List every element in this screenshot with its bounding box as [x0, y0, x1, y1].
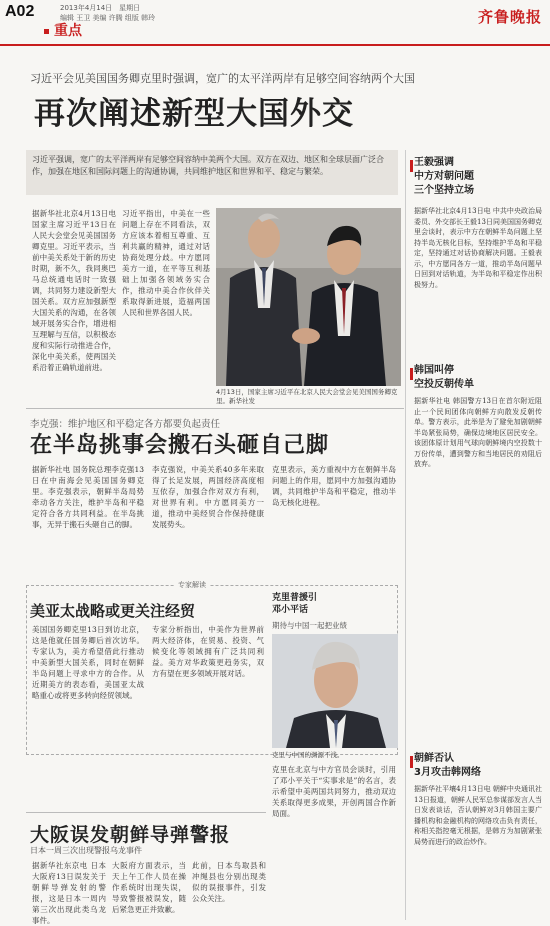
- story4-headline: 大阪误发朝鲜导弹警报: [30, 824, 231, 846]
- story4-column-3: 此前，日本鸟取县和冲绳县也分别出现类似的误报事件，引发公众关注。: [192, 861, 266, 903]
- header-rule: [0, 44, 550, 46]
- section-dot-icon: [44, 29, 49, 34]
- lead-photo: [216, 208, 401, 386]
- kerry-portrait-image: [272, 634, 398, 748]
- kerry-photo-caption: 克里与中国的渊源不浅。: [272, 751, 344, 759]
- page-header: [0, 0, 550, 44]
- lead-column-1: 据新华社北京4月13日电 国家主席习近平13日在人民大会堂会见美国国务卿克里。习近平表示，当前中美关系处于新的历史时期，新不久，我同奥巴马总统通电话时一致强调，共同努力建设新型大国关系。双方应加强新型大国关系的沟通，在各领域开展务实合作，增进相互理解与互信，以积极态度和实际行动推进合作，深化中美关系，使两国关系沿着正确轨道前进。: [32, 209, 116, 372]
- story2-column-3: 克里表示，美方重视中方在朝鲜半岛问题上的作用，愿同中方加强沟通协调，共同维护半岛和平稳定，推动半岛无核化进程。: [272, 465, 396, 507]
- sidebar-divider: [405, 150, 406, 920]
- lead-summary: 习近平强调，宽广的太平洋两岸有足够空间容纳中美两个大国。双方在双边、地区和全球层面广泛合作，加强在地区和国际问题上的沟通协调，共同维护地区和世界和平、稳定与繁荣。: [26, 150, 398, 195]
- commentary-column-2: 专家分析指出，中美作为世界前两大经济体，在贸易、投资、气候变化等领域拥有广泛共同利益。美方对华政策更趋务实，双方有望在更多领域开展对话。: [152, 625, 264, 678]
- section-text: 重点: [54, 23, 82, 39]
- kerry-photo: [272, 634, 398, 748]
- story2-headline: 在半岛挑事会搬石头砸自己脚: [30, 433, 330, 458]
- masthead-logo: 齐鲁晚报: [477, 8, 542, 26]
- story4-column-2: 大阪府方面表示，当天上午工作人员在操作系统时出现失误，导致警报被误发，随后紧急更正并致歉。: [112, 861, 186, 914]
- sidebar-accent: [410, 368, 413, 380]
- sidebar-item2-text: 据新华社电 韩国警方13日在首尔附近阻止一个民间团体向朝鲜方向散发反朝传单。警方表示，此举是为了避免加剧朝鲜半岛紧张局势，确保边境地区居民安全。该团体原计划用气球向朝鲜境内空投数十万份传单，遭到警方和当地居民的劝阻后放弃。: [414, 397, 542, 468]
- lead-column-2: 习近平指出，中美在一些问题上存在不同看法，双方应该本着相互尊重、互利共赢的精神，通过对话协商处理分歧。中方愿同美方一道，在平等互利基础上加强各领域务实合作，推动中美合作伙伴关系取得新进展，造福两国人民和世界各国人民。: [122, 209, 210, 317]
- commentary-label: 专家解读: [174, 580, 210, 590]
- kerry-subhead: 期待与中国一起把业绩: [272, 621, 347, 630]
- handshake-photo-image: [216, 208, 401, 386]
- story2-column-1: 据新华社电 国务院总理李克强13日在中南海会见美国国务卿克里。李克强表示，朝鲜半岛局势牵动各方关注，维护半岛和平稳定符合各方共同利益。在半岛挑事，无异于搬石头砸自己的脚。: [32, 465, 144, 529]
- story2-column-2: 李克强说，中美关系40多年来取得了长足发展，两国经济高度相互依存，加强合作对双方有利，对世界有利。中方愿同美方一道，推动中美经贸合作保持健康发展势头。: [152, 465, 264, 529]
- sidebar-item1-text: 据新华社北京4月13日电 中共中央政治局委员、外交部长王毅13日同美国国务卿克里会谈时，表示中方在朝鲜半岛问题上坚持半岛无核化目标，坚持维护半岛和平稳定，坚持通过对话协商解决问题。王毅表示，中方愿同各方一道，推动半岛问题早日回到对话轨道，为半岛和平稳定作出积极努力。: [414, 207, 542, 289]
- commentary-column-1: 美国国务卿克里13日到访北京，这是他就任国务卿后首次访华。专家认为，美方希望借此行推动中美新型大国关系，同时在朝鲜半岛问题上寻求中方的合作。从近期美方的表态看，美国亚太战略重心或将更多转向经贸领域。: [32, 625, 144, 700]
- divider: [26, 408, 404, 409]
- lead-photo-caption: 4月13日，国家主席习近平在北京人民大会堂会见美国国务卿克里。新华社发: [216, 388, 398, 405]
- section-label: [44, 20, 82, 40]
- sidebar-accent: [410, 756, 413, 768]
- sidebar-item1-title: 王毅强调 中方对朝问题 三个坚持立场: [414, 157, 474, 196]
- date-line: 2013年4月14日 星期日: [60, 4, 141, 12]
- page-number: A02: [5, 3, 35, 20]
- story4-column-1: 据新华社东京电 日本大阪府13日误发关于朝鲜导弹发射的警报，这是日本一周内第三次出现此类乌龙事件。: [32, 861, 106, 925]
- lead-headline: 再次阐述新型大国外交: [34, 96, 354, 132]
- sidebar-item2-title: 韩国叫停 空投反朝传单: [414, 365, 474, 390]
- sidebar-item3-title: 朝鲜否认 3月攻击韩网络: [414, 753, 481, 778]
- divider: [26, 812, 266, 813]
- staff-line: 编辑 王卫 美编 许腾 组版 韩玲: [60, 14, 156, 22]
- story2-kicker: 李克强：维护地区和平稳定各方都要负起责任: [30, 419, 221, 430]
- sidebar-item3-text: 据新华社平壤4月13日电 朝鲜中央通讯社13日报道，朝鲜人民军总参谋部发言人当日发表谈话，否认朝鲜对3月韩国主要广播机构和金融机构的网络攻击负有责任，称相关指控毫无根据，是韩方为加剧紧张局势而进行的政治炒作。: [414, 785, 542, 846]
- commentary-column-3: 克里在北京与中方官员会谈时，引用了邓小平关于“实事求是”的名言，表示希望中美两国共同努力，推动双边关系取得更多成果，开创两国合作新局面。: [272, 765, 396, 818]
- kerry-headline: 克里普援引 邓小平话: [272, 593, 318, 615]
- commentary-headline: 美亚太战略或更关注经贸: [30, 602, 196, 620]
- story4-kicker: 日本一周三次出现警报乌龙事件: [30, 846, 142, 855]
- lead-kicker: 习近平会见美国国务卿克里时强调，宽广的太平洋两岸有足够空间容纳两个大国: [30, 72, 415, 85]
- sidebar-accent: [410, 160, 413, 172]
